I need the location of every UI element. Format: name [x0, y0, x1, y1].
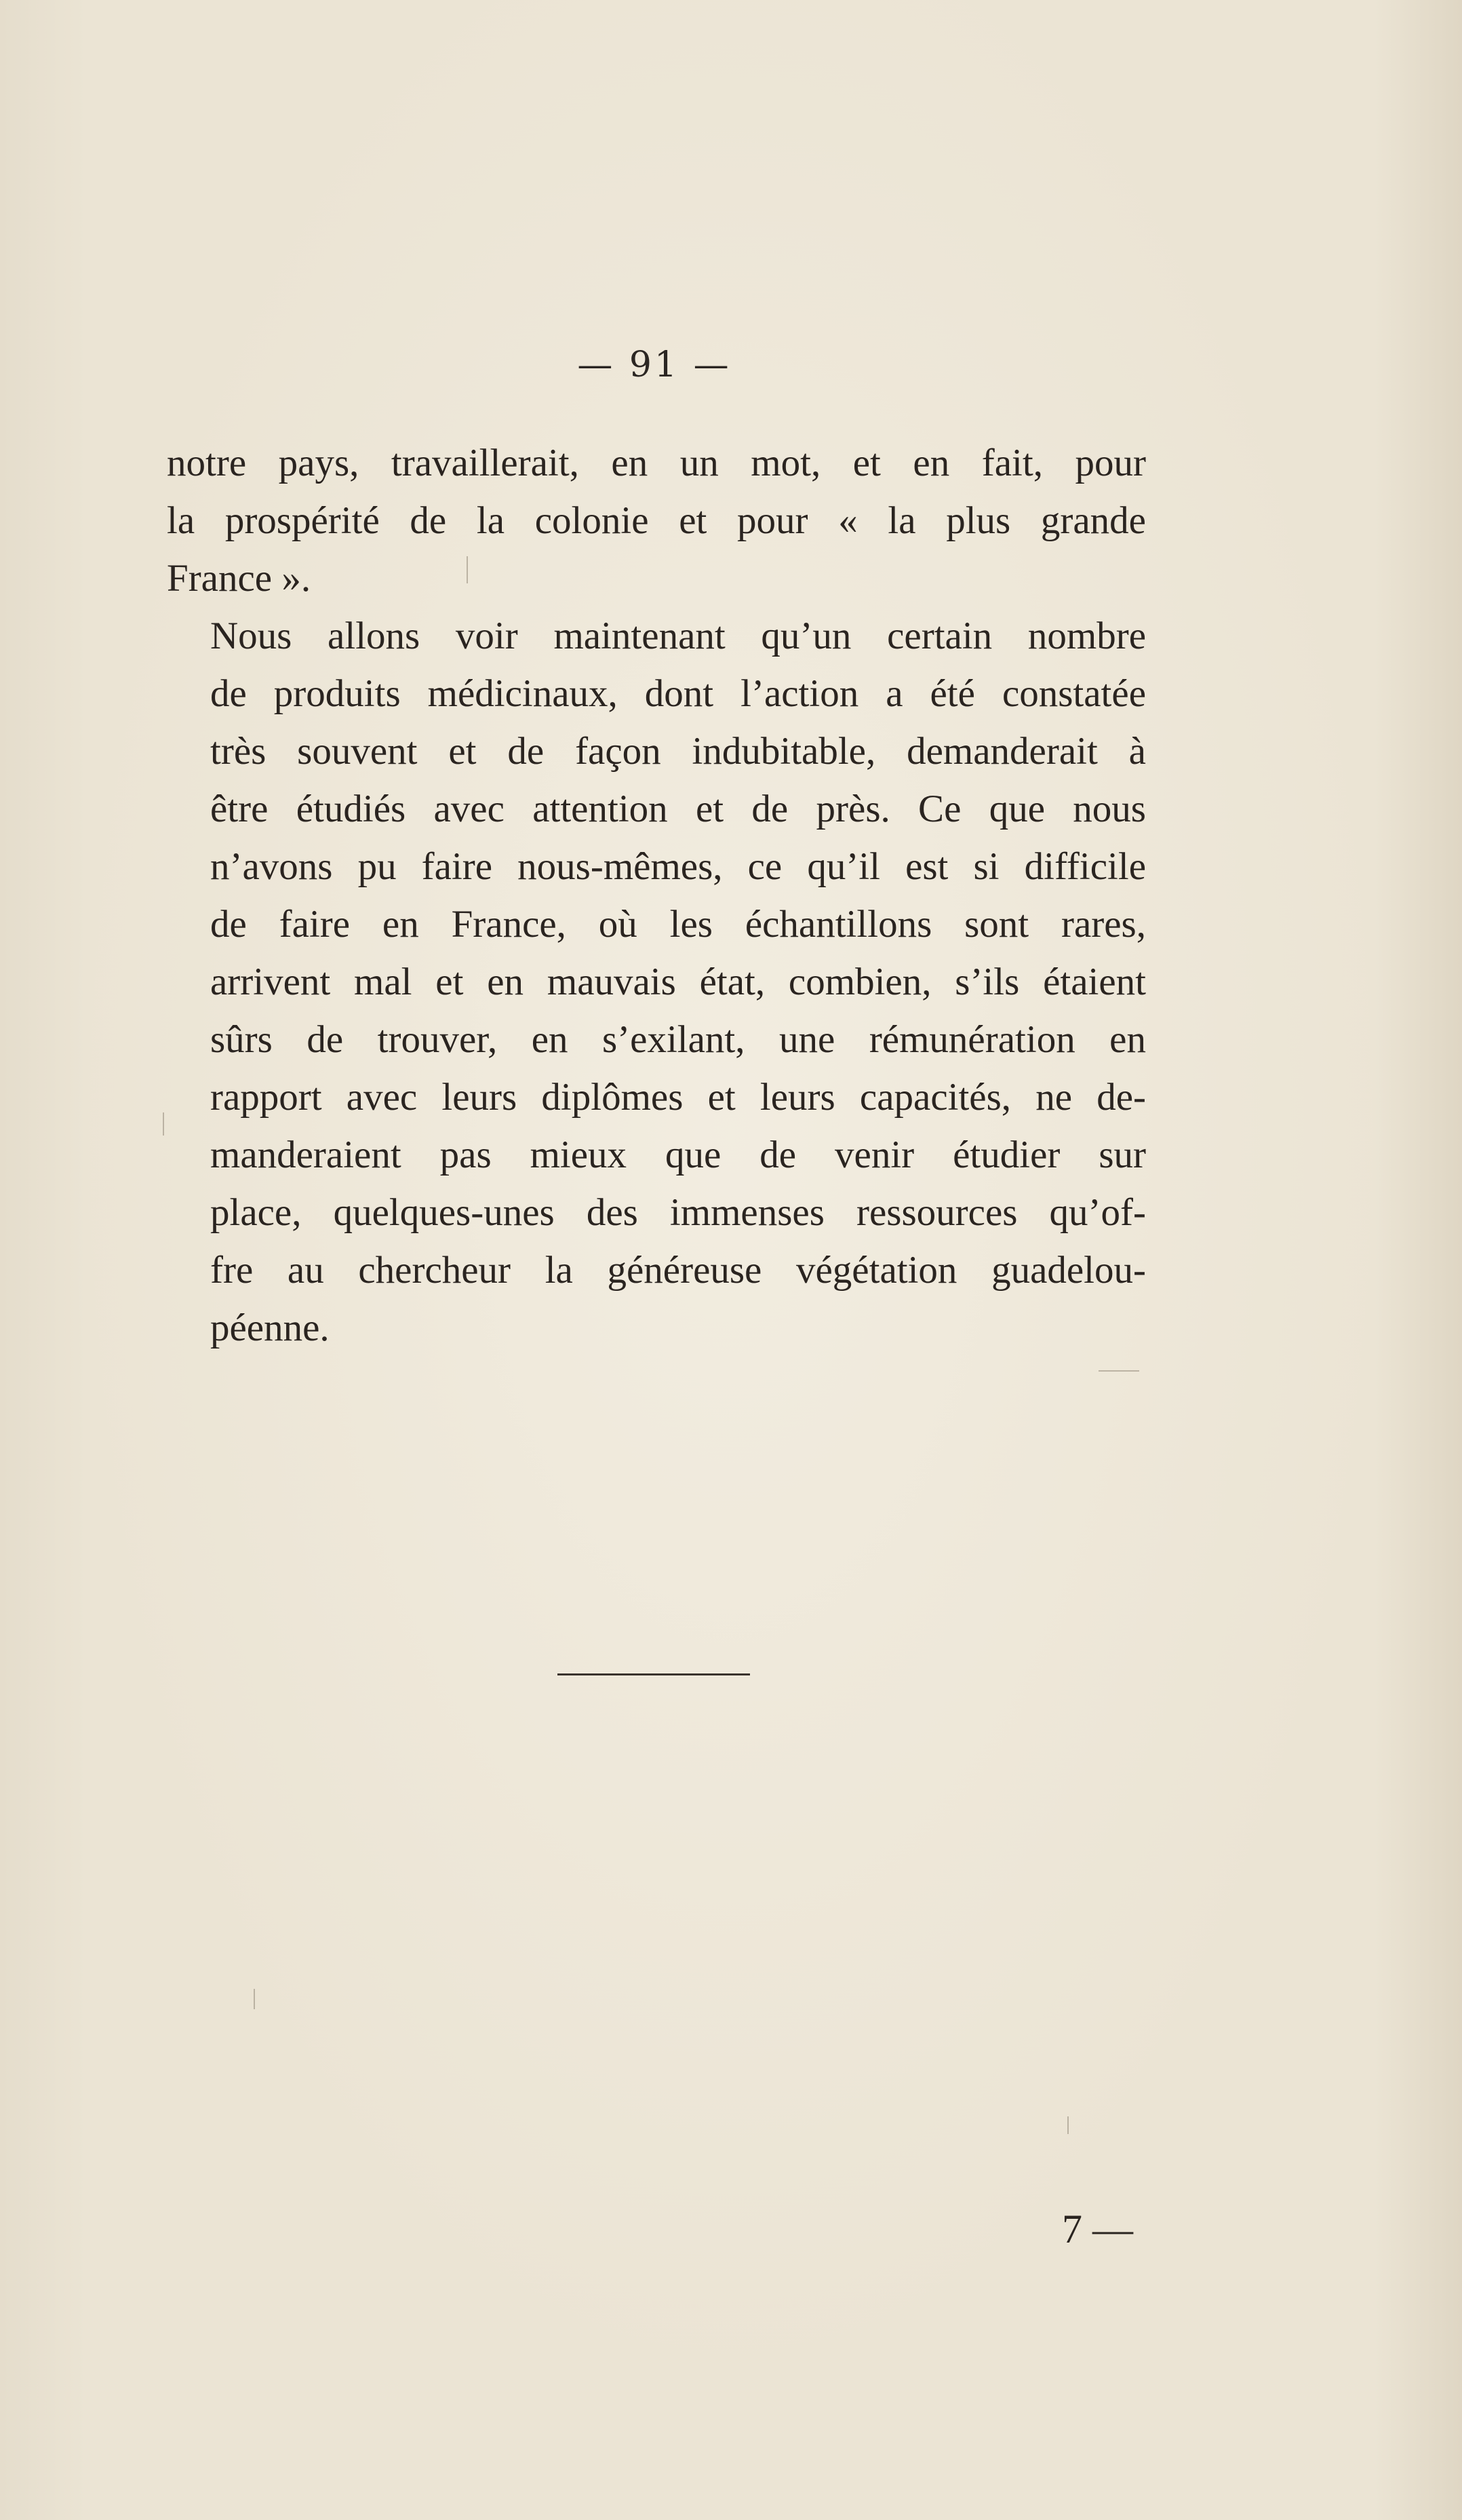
- text-line: être étudiés avec attention et de près. Ce que nous: [210, 788, 1146, 830]
- text-line: arrivent mal et en mauvais état, combien, s’ils étaient: [210, 961, 1146, 1003]
- text-line: Nous allons voir maintenant qu’un certain nombre: [210, 615, 1146, 657]
- text-line: de faire en France, où les échantillons sont rares,: [210, 903, 1146, 946]
- text-line: la prospérité de la colonie et pour « la plus grande: [167, 499, 1146, 542]
- text-line: de produits médicinaux, dont l’action a été constatée: [210, 672, 1146, 715]
- text-line: manderaient pas mieux que de venir étudier sur: [210, 1133, 1146, 1176]
- text-line: n’avons pu faire nous-mêmes, ce qu’il est si difficile: [210, 845, 1146, 888]
- text-line: sûrs de trouver, en s’exilant, une rémunération en: [210, 1018, 1146, 1061]
- paper-speck: [1099, 1370, 1139, 1372]
- text-line: péenne.: [210, 1306, 330, 1349]
- signature-mark: 7 —: [1062, 2207, 1133, 2251]
- paragraph: [167, 607, 1146, 1357]
- paper-speck: [467, 556, 468, 583]
- paper-speck: [254, 1989, 255, 2009]
- text-line: rapport avec leurs diplômes et leurs capacités, ne de-: [210, 1076, 1146, 1119]
- paper-speck: [163, 1112, 164, 1136]
- text-line: fre au chercheur la généreuse végétation guadelou-: [210, 1249, 1146, 1292]
- text-line: France ».: [167, 557, 311, 600]
- body-text: [167, 434, 1146, 1357]
- text-line: très souvent et de façon indubitable, demanderait à: [210, 730, 1146, 773]
- paragraph: [167, 434, 1146, 607]
- text-line: notre pays, travaillerait, en un mot, et en fait, pour: [167, 442, 1146, 484]
- text-line: place, quelques-unes des immenses ressources qu’of-: [210, 1191, 1146, 1234]
- page-number: — 91 —: [577, 345, 732, 385]
- section-separator-rule: [557, 1673, 750, 1675]
- paper-speck: [1067, 2116, 1069, 2134]
